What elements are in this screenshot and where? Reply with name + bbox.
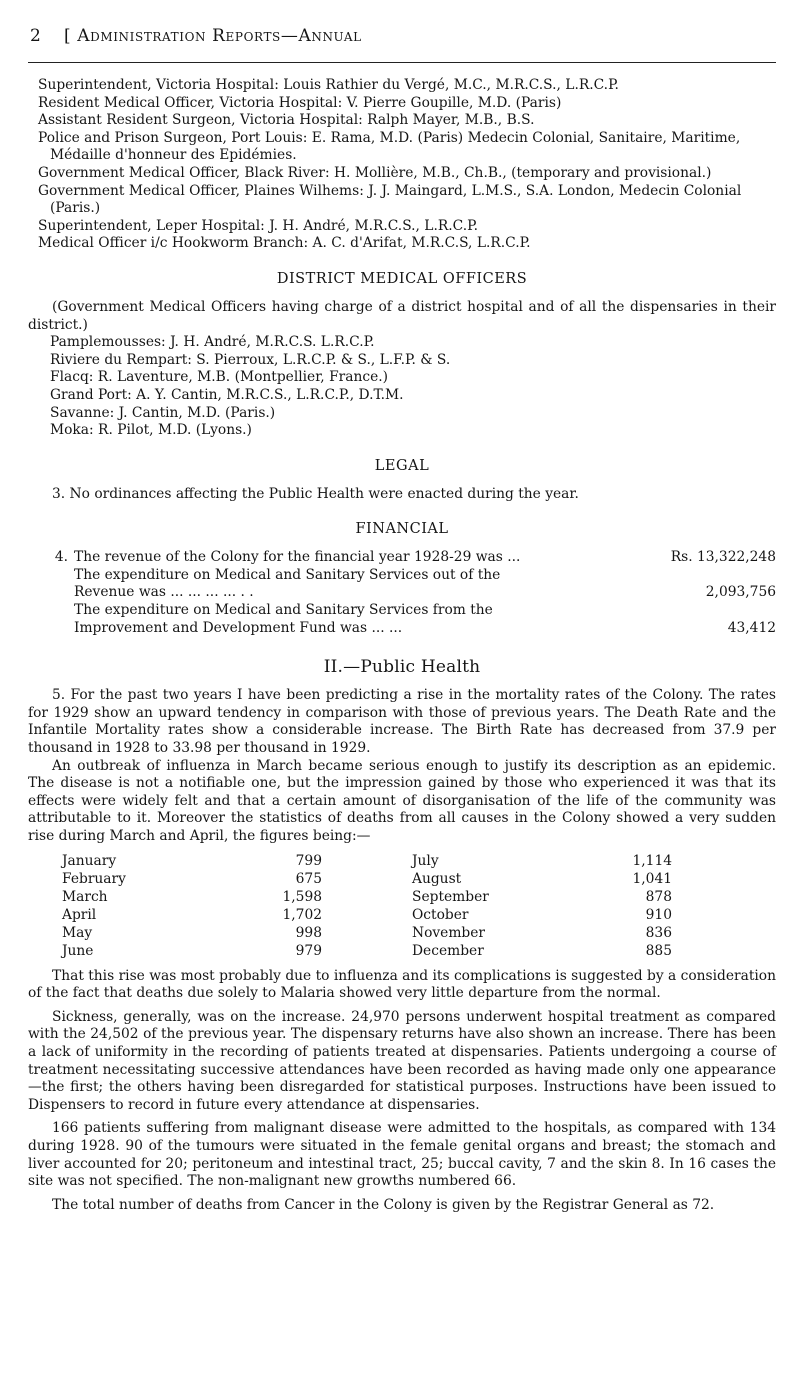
financial-expenditure-label-cont: Revenue was ... ... ... ... . . (74, 584, 254, 601)
running-head-title: [ Administration Reports—Annual (64, 26, 362, 46)
legal-text: 3. No ordinances affecting the Public Health were enacted during the year. (52, 485, 579, 502)
month-deaths: 910 (645, 906, 672, 923)
financial-fund-value: 43,412 (727, 619, 776, 636)
district-officer-entry: Riviere du Rempart: S. Pierroux, L.R.C.P. & S., L.F.P. & S. (50, 351, 451, 368)
legal-heading: LEGAL (374, 457, 430, 474)
month-label: October (412, 906, 469, 923)
staff-entry: Government Medical Officer, Black River: H. Mollière, M.B., Ch.B., (temporary and provisional.) (38, 164, 712, 181)
header-rule (28, 62, 776, 63)
financial-item-number: 4. (54, 549, 68, 566)
month-deaths: 836 (645, 924, 672, 941)
staff-entry: Police and Prison Surgeon, Port Louis: E. Rama, M.D. (Paris) Medecin Colonial, Sanitaire, Maritime, Médaille d'honneur des Epidémies. (38, 129, 741, 164)
month-label: June (62, 942, 94, 959)
month-deaths: 878 (645, 888, 672, 905)
staff-entry: Superintendent, Victoria Hospital: Louis Rathier du Vergé, M.C., M.R.C.S., L.R.C.P. (38, 77, 619, 93)
financial-expenditure-value: 2,093,756 (705, 584, 776, 601)
financial-fund-label-cont: Improvement and Development Fund was ... ... (74, 619, 403, 636)
monthly-deaths-table (62, 852, 776, 960)
district-officers-heading: DISTRICT MEDICAL OFFICERS (276, 270, 528, 287)
public-health-para: 5. For the past two years I have been predicting a rise in the mortality rates of the Colony. The rates for 1929 show an upward tendency in comparison with those of previous years. The Death Rate and the Infantile Mortality rates show a considerable increase. The Birth Rate has decreased from 37.9 per thousand in 1928 to 33.98 per thousand in 1929. (28, 687, 776, 757)
month-label: May (62, 924, 93, 941)
financial-revenue-value: Rs. 13,322,248 (670, 549, 776, 566)
monthly-deaths-right (412, 852, 752, 960)
public-health-para: 166 patients suffering from malignant disease were admitted to the hospitals, as compared with 134 during 1928. 90 of the tumours were situated in the female genital organs and breast; the stomach and liver accounted for 20; peritoneum and intestinal tract, 25; buccal cavity, 7 and the skin 8. In 16 cases the site was not specified. The non-malignant new growths numbered 66. (28, 1120, 776, 1190)
month-deaths: 1,598 (282, 888, 322, 905)
month-label: July (412, 852, 439, 869)
district-officer-entry: Savanne: J. Cantin, M.D. (Paris.) (50, 404, 276, 421)
month-deaths: 1,702 (282, 906, 322, 923)
staff-entry: Assistant Resident Surgeon, Victoria Hospital: Ralph Mayer, M.B., B.S. (38, 112, 535, 129)
month-deaths: 1,041 (632, 870, 672, 887)
financial-fund-label: The expenditure on Medical and Sanitary Services from the (74, 602, 493, 619)
staff-entry: Government Medical Officer, Plaines Wilhems: J. J. Maingard, L.M.S., S.A. London, Medecin Colonial (Paris.) (38, 182, 742, 217)
staff-entry: Resident Medical Officer, Victoria Hospital: V. Pierre Goupille, M.D. (Paris) (38, 94, 562, 111)
staff-list (28, 77, 776, 253)
district-officer-entry: Grand Port: A. Y. Cantin, M.R.C.S., L.R.C.P., D.T.M. (50, 386, 404, 403)
district-officer-entry: Flacq: R. Laventure, M.B. (Montpellier, France.) (50, 369, 389, 386)
financial-statement (28, 549, 776, 637)
public-health-para: An outbreak of influenza in March became serious enough to justify its description as an epidemic. The disease is not a notifiable one, but the impression gained by those who experienced it was that its effects were widely felt and that a certain amount of disorganisation of the life of the community was attributable to it. Moreover the statistics of deaths from all causes in the Colony showed a very sudden rise during March and April, the figures being:— (28, 757, 776, 844)
month-deaths: 1,114 (632, 852, 672, 869)
district-officers-intro: (Government Medical Officers having charge of a district hospital and of all the dispensaries in their district.) (28, 298, 776, 333)
month-deaths: 885 (645, 942, 672, 959)
staff-entry: Medical Officer i/c Hookworm Branch: A. C. d'Arifat, M.R.C.S, L.R.C.P. (38, 235, 531, 252)
month-deaths: 799 (295, 852, 322, 869)
month-label: January (62, 852, 117, 869)
month-label: November (412, 924, 486, 941)
month-deaths: 998 (295, 924, 322, 941)
public-health-para: The total number of deaths from Cancer in the Colony is given by the Registrar General as 72. (52, 1196, 715, 1213)
page-number: 2 (30, 26, 42, 46)
month-label: April (62, 906, 97, 923)
running-head (28, 26, 776, 60)
month-label: December (412, 942, 484, 959)
month-label: March (62, 888, 108, 905)
district-officer-entry: Pamplemousses: J. H. André, M.R.C.S. L.R.C.P. (50, 334, 375, 351)
financial-expenditure-label: The expenditure on Medical and Sanitary Services out of the (74, 566, 501, 583)
month-deaths: 979 (295, 942, 322, 959)
public-health-para: That this rise was most probably due to influenza and its complications is suggested by a consideration of the fact that deaths due solely to Malaria showed very little departure from the normal. (28, 967, 776, 1002)
monthly-deaths-left (62, 852, 402, 960)
month-deaths: 675 (295, 870, 322, 887)
month-label: February (62, 870, 126, 887)
financial-revenue-label: The revenue of the Colony for the financial year 1928-29 was ... (74, 549, 521, 566)
public-health-para: Sickness, generally, was on the increase. 24,970 persons underwent hospital treatment as compared with the 24,502 of the previous year. The dispensary returns have also shown an increase. There has been a lack of uniformity in the recording of patients treated at dispensaries. Patients undergoing a course of treatment necessitating successive attendances have been recorded as having made only one appearance—the first; the others having been disregarded for statistical purposes. Instructions have been issued to Dispensers to record in future every attendance at dispensaries. (28, 1008, 776, 1113)
district-officer-entry: Moka: R. Pilot, M.D. (Lyons.) (50, 422, 252, 439)
public-health-heading: II.—Public Health (323, 657, 481, 678)
month-label: September (412, 888, 489, 905)
financial-heading: FINANCIAL (355, 521, 449, 538)
district-officers-list (28, 334, 776, 440)
staff-entry: Superintendent, Leper Hospital: J. H. André, M.R.C.S., L.R.C.P. (38, 217, 478, 234)
month-label: August (412, 870, 462, 887)
